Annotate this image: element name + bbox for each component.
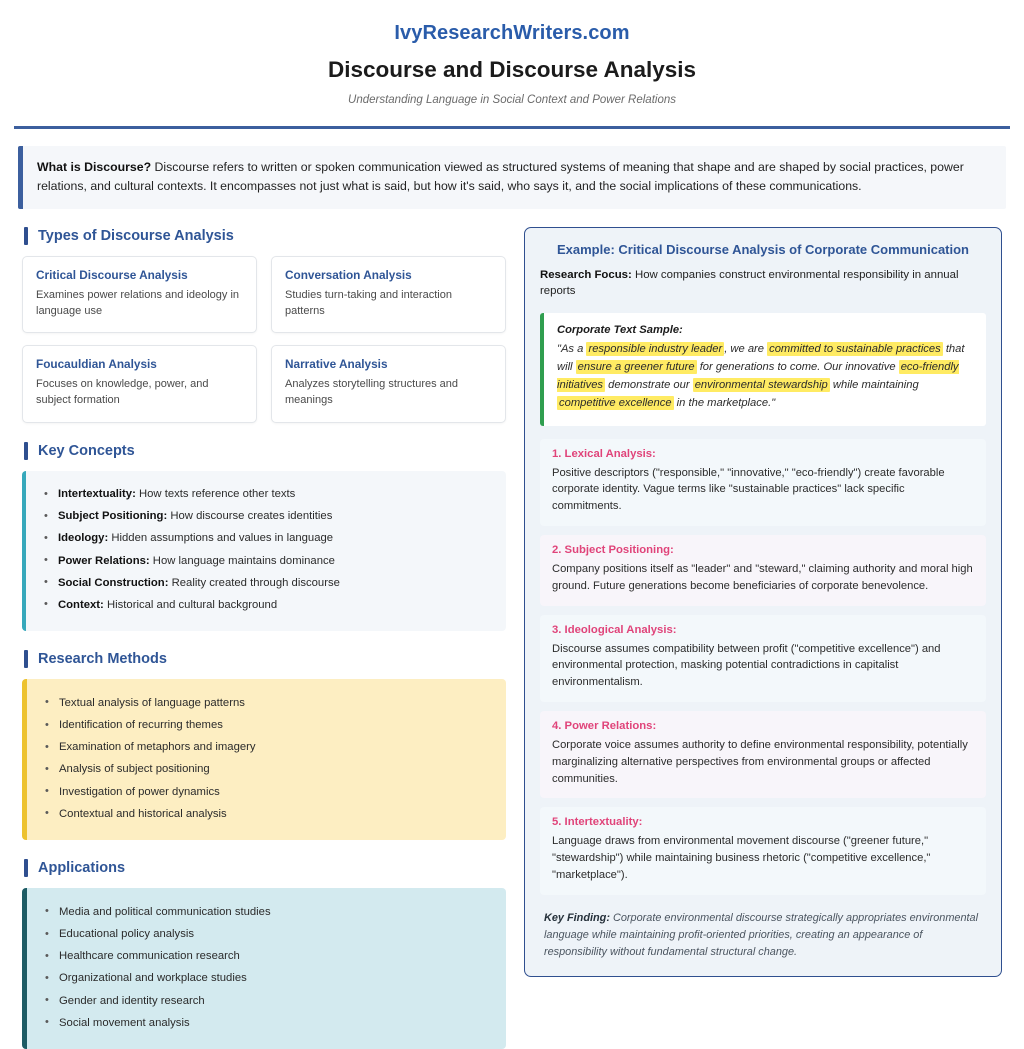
list-item: • Contextual and historical analysis (43, 803, 490, 825)
accent-bar-icon (24, 442, 28, 460)
sample-text-run: while maintaining (829, 379, 919, 392)
key-finding-text: Corporate environmental discourse strategically appropriates environmental language while maintaining profit-oriented priorities, creating an appearance of responsibility without fundamental structural change. (544, 911, 979, 958)
page-subtitle: Understanding Language in Social Context and Power Relations (348, 94, 676, 106)
type-card-title: Conversation Analysis (285, 268, 412, 283)
research-methods-list (43, 692, 490, 825)
key-finding (540, 904, 986, 963)
example-title: Example: Critical Discourse Analysis of Corporate Communication (556, 242, 969, 258)
highlighted-phrase: responsible industry leader (588, 343, 723, 356)
list-item: • Social movement analysis (43, 1012, 490, 1034)
brand-name: IvyResearchWriters.com (394, 22, 630, 44)
analysis-card-intertextuality (540, 807, 986, 894)
intro-section (0, 129, 1024, 209)
concept-desc: Historical and cultural background (103, 598, 278, 611)
accent-bar-icon (24, 859, 28, 877)
example-panel (524, 227, 1002, 977)
corporate-text-sample-box (540, 313, 986, 426)
sample-text-run: "As a (557, 343, 587, 356)
analysis-card-ideological (540, 615, 986, 702)
list-item: • Identification of recurring themes (43, 715, 490, 737)
accent-bar-icon (24, 650, 28, 668)
highlighted-phrase: eco-friendly initiatives (557, 361, 959, 392)
list-item (42, 506, 490, 528)
list-item (42, 550, 490, 572)
page-header (0, 0, 1024, 106)
type-card-critical-discourse-analysis[interactable] (22, 256, 257, 333)
section-types (22, 227, 506, 422)
key-concepts-list (42, 484, 490, 617)
type-card-desc: Analyzes storytelling structures and meanings (285, 378, 459, 406)
list-item: • Gender and identity research (43, 990, 490, 1012)
section-title-applications: Applications (38, 860, 126, 877)
concept-term: Power Relations: (58, 554, 150, 567)
highlighted-phrase: committed to sustainable practices (769, 343, 941, 356)
sample-text-run: demonstrate our (605, 379, 693, 392)
analysis-card-subject-positioning (540, 535, 986, 606)
section-research-methods (22, 650, 506, 840)
content-columns (0, 209, 1024, 1049)
highlighted-phrase: competitive excellence (559, 397, 672, 410)
list-item (42, 572, 490, 594)
analysis-heading: 4. Power Relations: (552, 719, 657, 732)
applications-list (43, 901, 490, 1034)
page-title: Discourse and Discourse Analysis (327, 57, 697, 82)
type-card-narrative-analysis[interactable] (271, 345, 506, 422)
type-card-desc: Focuses on knowledge, power, and subject formation (36, 378, 209, 406)
section-applications (22, 859, 506, 1049)
list-item: • Analysis of subject positioning (43, 759, 490, 781)
list-item: • Media and political communication studies (43, 901, 490, 923)
sample-text-run: for generations to come. Our innovative (696, 361, 899, 374)
type-card-desc: Studies turn-taking and interaction patterns (285, 289, 452, 317)
list-item (42, 594, 490, 616)
concept-term: Intertextuality: (58, 488, 136, 501)
analysis-heading: 1. Lexical Analysis: (552, 447, 656, 460)
type-card-conversation-analysis[interactable] (271, 256, 506, 333)
section-title-research-methods: Research Methods (38, 651, 167, 668)
concept-desc: Hidden assumptions and values in language (108, 532, 334, 545)
concept-desc: How discourse creates identities (167, 510, 333, 523)
list-item: • Investigation of power dynamics (43, 781, 490, 803)
list-item: • Healthcare communication research (43, 946, 490, 968)
type-card-foucauldian-analysis[interactable] (22, 345, 257, 422)
type-cards-grid (22, 256, 506, 422)
list-item: • Educational policy analysis (43, 924, 490, 946)
research-focus (540, 268, 986, 300)
analysis-heading: 5. Intertextuality: (552, 816, 643, 829)
analysis-body: Positive descriptors ("responsible," "innovative," "eco-friendly") create favorable corporate identity. Vague terms like "sustainable practices" lack specific commitments. (552, 466, 945, 513)
sample-text-run: , we are (724, 343, 768, 356)
analysis-body: Company positions itself as "leader" and "steward," claiming authority and moral high ground. Future generations become beneficiaries of corporate benevolence. (552, 562, 973, 592)
highlighted-phrase: environmental stewardship (694, 379, 828, 392)
intro-body: Discourse refers to written or spoken communication viewed as structured systems of meaning that shape and are shaped by social practices, power relations, and cultural contexts. It encompasses not just what is said, but how it's said, who says it, and the social implications of these communications. (37, 160, 964, 194)
list-item (42, 484, 490, 506)
research-focus-label: Research Focus: (540, 269, 632, 282)
section-title-types: Types of Discourse Analysis (38, 228, 234, 245)
analysis-body: Discourse assumes compatibility between profit ("competitive excellence") and environmental protection, masking potential contradictions in capitalist environmentalism. (552, 642, 941, 689)
sample-label: Corporate Text Sample: (557, 324, 683, 337)
analysis-card-power-relations (540, 711, 986, 798)
list-item: • Textual analysis of language patterns (43, 692, 490, 714)
concept-term: Ideology: (58, 532, 109, 545)
section-header-key-concepts (24, 442, 506, 460)
type-card-desc: Examines power relations and ideology in language use (36, 289, 240, 317)
section-title-key-concepts: Key Concepts (38, 442, 135, 459)
section-key-concepts (22, 442, 506, 632)
research-methods-panel (22, 679, 506, 840)
list-item (42, 528, 490, 550)
accent-bar-icon (24, 227, 28, 245)
analysis-body: Language draws from environmental movement discourse ("greener future," "stewardship") while maintaining business rhetoric ("competitive excellence," "marketplace"). (552, 835, 931, 881)
list-item: • Organizational and workplace studies (43, 968, 490, 990)
highlighted-phrase: ensure a greener future (577, 361, 695, 374)
key-concepts-panel (22, 471, 506, 632)
analysis-card-lexical (540, 439, 986, 526)
type-card-title: Critical Discourse Analysis (36, 268, 188, 283)
concept-term: Subject Positioning: (58, 510, 168, 523)
right-column (524, 227, 1002, 977)
concept-term: Context: (58, 598, 104, 611)
concept-desc: How language maintains dominance (149, 554, 335, 567)
section-header-applications (24, 859, 506, 877)
concept-term: Social Construction: (58, 576, 169, 589)
section-header-research-methods (24, 650, 506, 668)
key-finding-label: Key Finding: (544, 911, 610, 924)
section-header-types (24, 227, 506, 245)
analysis-heading: 2. Subject Positioning: (552, 543, 674, 556)
sample-text-run: that will (557, 343, 965, 374)
sample-text (557, 340, 973, 413)
what-is-discourse-callout (18, 146, 1006, 209)
type-card-title: Foucauldian Analysis (36, 357, 157, 372)
concept-desc: How texts reference other texts (135, 488, 296, 501)
sample-text-run: in the marketplace." (673, 397, 776, 410)
applications-panel (22, 888, 506, 1049)
analysis-body: Corporate voice assumes authority to define environmental responsibility, potentially marginalizing alternative perspectives from environmental groups or affected communities. (552, 738, 968, 785)
concept-desc: Reality created through discourse (168, 576, 340, 589)
list-item: • Examination of metaphors and imagery (43, 737, 490, 759)
intro-lead: What is Discourse? (37, 160, 152, 174)
left-column (22, 227, 506, 1049)
research-focus-text: How companies construct environmental responsibility in annual reports (540, 269, 959, 298)
analysis-heading: 3. Ideological Analysis: (552, 623, 677, 636)
type-card-title: Narrative Analysis (285, 357, 388, 372)
